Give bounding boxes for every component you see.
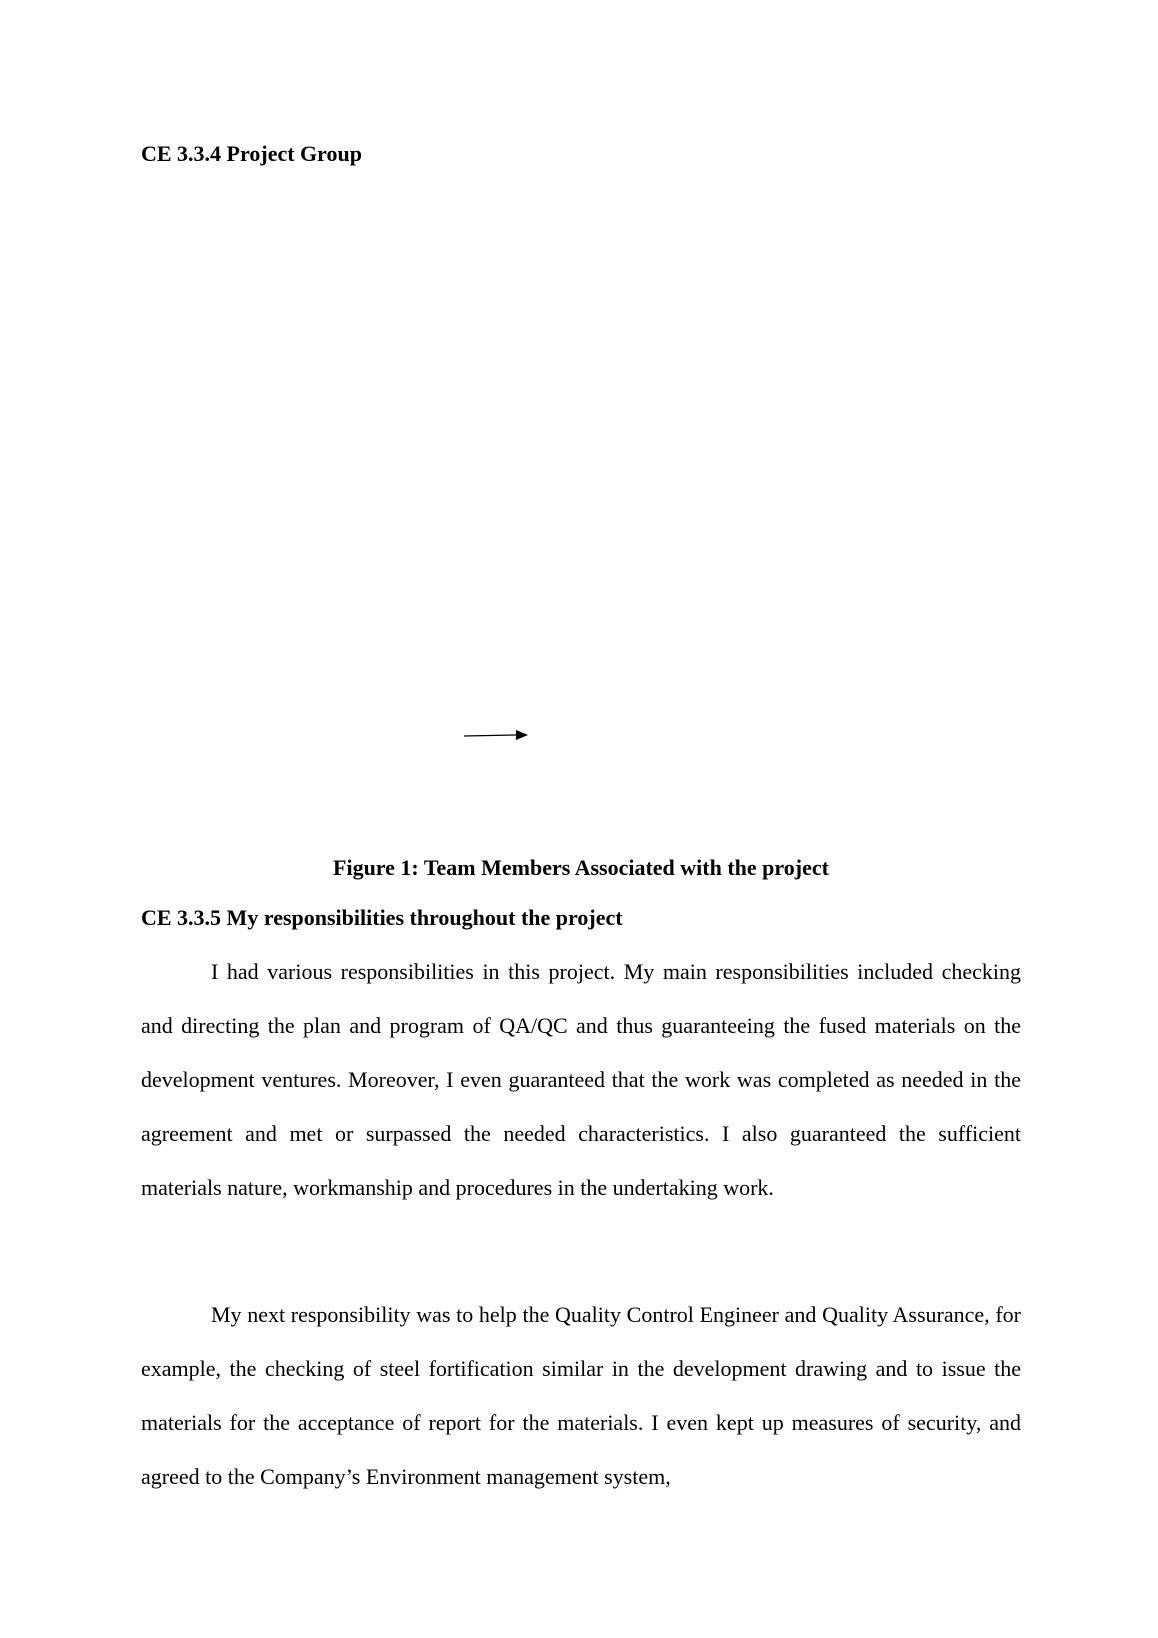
team-members-figure <box>141 185 1021 825</box>
arrow-head <box>516 730 528 740</box>
section-heading-responsibilities: CE 3.3.5 My responsibilities throughout the project <box>141 905 623 930</box>
arrow-right-icon <box>462 726 530 744</box>
paragraph-responsibilities-2: My next responsibility was to help the Quality Control Engineer and Quality Assurance, for example, the checking of steel fortification similar in the development drawing and to issue the materials for the acceptance of report for the materials. I even kept up measures of security, and agreed to the Company’s Environment management system, <box>141 1302 1021 1489</box>
figure-caption: Figure 1: Team Members Associated with the project <box>333 855 829 880</box>
section-heading-project-group: CE 3.3.4 Project Group <box>141 141 362 166</box>
paragraph-responsibilities-1: I had various responsibilities in this project. My main responsibilities included checking and directing the plan and program of QA/QC and thus guaranteeing the fused materials on the development ventures. Moreover, I even guaranteed that the work was completed as needed in the agreement and met or surpassed the needed characteristics. I also guaranteed the sufficient materials nature, workmanship and procedures in the undertaking work. <box>141 959 1021 1200</box>
arrow-line <box>464 735 516 736</box>
